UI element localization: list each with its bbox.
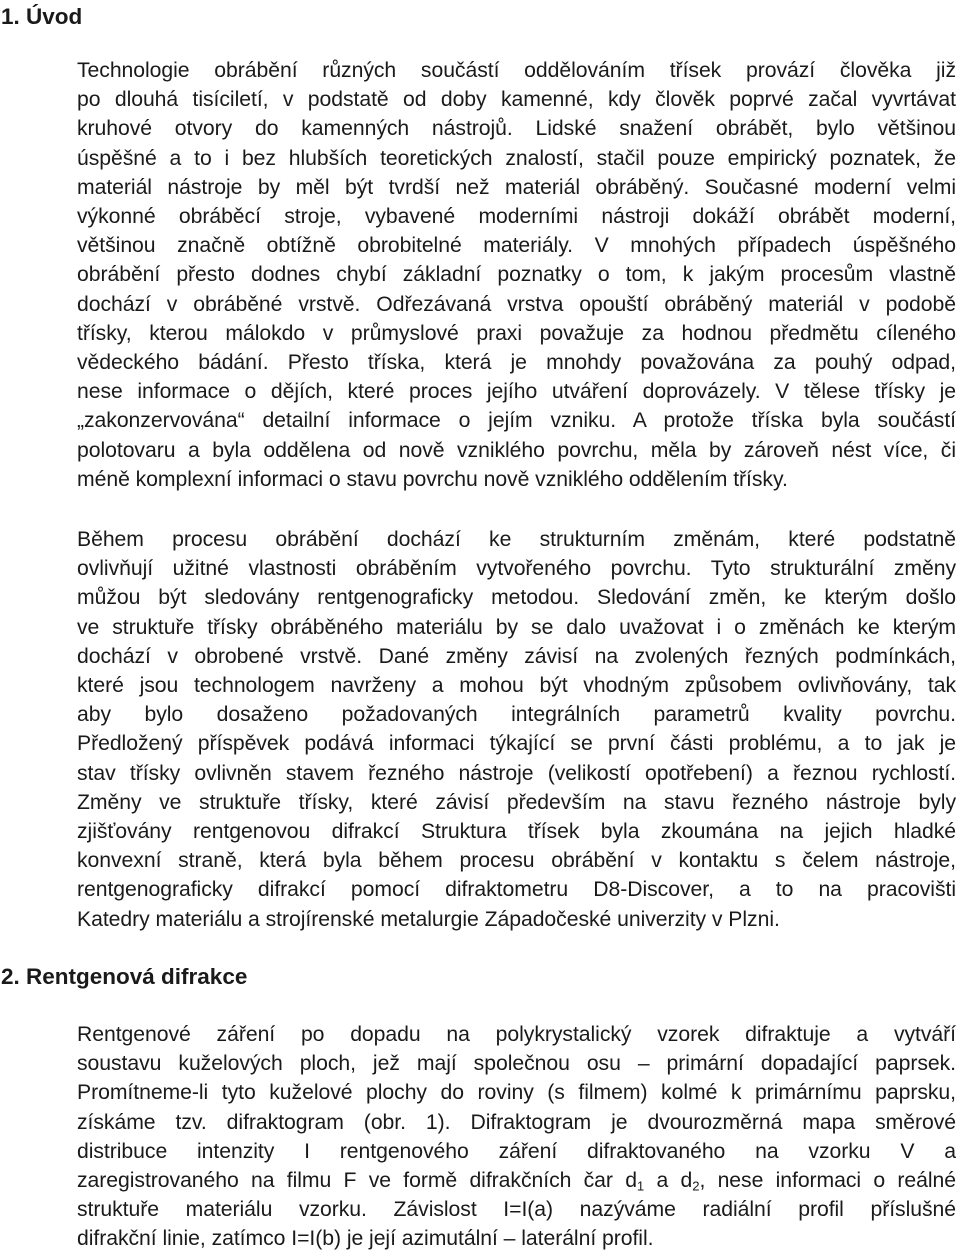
- text-line: Předložený příspěvek podává informaci týkající se první části problému, a to jak je: [77, 732, 956, 756]
- text-line: Rentgenové záření po dopadu na polykrystalický vzorek difraktuje a vytváří: [77, 1023, 956, 1046]
- text-line: struktuře materiálu vzorku. Závislost I=I(a) nazýváme radiální profil příslušné: [77, 1198, 956, 1222]
- text-line: většinou značně obtížně obrobitelné materiály. V mnohých případech úspěšného: [77, 234, 956, 258]
- text-line: zjišťovány rentgenovou difrakcí Struktura třísek byla zkoumána na jejich hladké: [77, 820, 956, 844]
- text-line: dochází v obráběné vrstvě. Odřezávaná vrstva opouští obráběný materiál v podobě: [77, 292, 956, 316]
- text-line: ve struktuře třísky obráběného materiálu by se dalo uvažovat i o změnách ke kterým: [77, 615, 956, 639]
- text-line: méně komplexní informaci o stavu povrchu nově vzniklého oddělením třísky.: [77, 467, 788, 491]
- text-line: dochází v obrobené vrstvě. Dané změny závisí na zvolených řezných podmínkách,: [77, 644, 956, 668]
- section-2-number: 2.: [1, 964, 20, 989]
- text-segment: zaregistrovaného na filmu F ve formě difrakčních čar d: [77, 1169, 637, 1193]
- text-line: vědeckého bádání. Přesto tříska, která je mnohdy považována za pouhý odpad,: [77, 351, 956, 375]
- text-line: výkonné obráběcí stroje, vybavené moderními nástroji dokáží obrábět moderní,: [77, 205, 956, 229]
- section-2-title: Rentgenová difrakce: [26, 964, 248, 989]
- section-1-paragraph-2: [1, 525, 956, 934]
- text-line: polotovaru a byla oddělena od nově vzniklého povrchu, měla by zároveň nést více, či: [77, 438, 956, 462]
- text-line: stav třísky ovlivněn stavem řezného nástroje (velikostí opotřebení) a řeznou rychlostí.: [77, 761, 956, 785]
- text-line: soustavu kuželových ploch, jež mají společnou osu – primární dopadající paprsek.: [77, 1052, 956, 1076]
- text-line: rentgenograficky difrakcí pomocí difraktometru D8-Discover, a to na pracovišti: [77, 878, 956, 902]
- text-line-with-subscripts: [1, 1166, 956, 1195]
- text-line: konvexní straně, která byla během procesu obrábění v kontaktu s čelem nástroje,: [77, 849, 956, 873]
- section-1-heading: [1, 2, 82, 31]
- text-line: distribuce intenzity I rentgenového záření difraktovaného na vzorku V a: [77, 1139, 956, 1163]
- text-line: Technologie obrábění různých součástí oddělováním třísek provází člověka již: [77, 59, 956, 82]
- text-line: materiál nástroje by měl být tvrdší než materiál obráběný. Současné moderní velmi: [77, 175, 956, 199]
- section-1-paragraph-1: [1, 56, 956, 494]
- text-line: obrábění přesto dodnes chybí základní poznatky o tom, k jakým procesům vlastně: [77, 263, 956, 287]
- text-line: difrakční linie, zatímco I=I(b) je její azimutální – laterální profil.: [77, 1227, 654, 1251]
- text-line: získáme tzv. difraktogram (obr. 1). Difraktogram je dvourozměrná mapa směrové: [77, 1110, 956, 1134]
- text-line: které jsou technologem navrženy a mohou být vhodným způsobem ovlivňovány, tak: [77, 674, 956, 698]
- text-line: úspěšné a to i bez hlubších teoretických znalostí, stačil pouze empirický poznatek, že: [77, 146, 956, 170]
- section-1-title: Úvod: [26, 4, 83, 29]
- text-segment: , nese informaci o reálné: [699, 1169, 956, 1193]
- text-line: „zakonzervována“ detailní informace o jejím vzniku. A protože tříska byla součástí: [77, 409, 956, 433]
- subscript: 2: [692, 1178, 700, 1194]
- subscript: 1: [636, 1178, 645, 1194]
- text-line: nese informace o dějích, které proces jejího utváření doprovázely. V tělese třísky je: [77, 380, 956, 404]
- text-line: Katedry materiálu a strojírenské metalurgie Západočeské univerzity v Plzni.: [77, 907, 780, 931]
- text-line: po dlouhá tisíciletí, v podstatě od doby kamenné, kdy člověk poprvé začal vyvrtávat: [77, 88, 956, 112]
- text-segment: a d: [644, 1169, 693, 1193]
- text-line: aby bylo dosaženo požadovaných integrálních parametrů kvality povrchu.: [77, 703, 956, 727]
- text-line: můžou být sledovány rentgenograficky metodou. Sledování změn, ke kterým došlo: [77, 586, 956, 610]
- text-line: Během procesu obrábění dochází ke strukturním změnám, které podstatně: [77, 528, 956, 551]
- text-line: kruhové otvory do kamenných nástrojů. Lidské snažení obrábět, bylo většinou: [77, 117, 956, 141]
- section-2-paragraph-1: [1, 1020, 956, 1254]
- text-line: ovlivňují užitné vlastnosti obráběním vytvořeného povrchu. Tyto strukturální změny: [77, 557, 956, 581]
- text-line: třísky, kterou málokdo v průmyslové praxi považuje za hodnou předmětu cíleného: [77, 321, 956, 345]
- text-line: Změny ve struktuře třísky, které závisí především na stavu řezného nástroje byly: [77, 790, 956, 814]
- section-1-number: 1.: [1, 4, 20, 29]
- text-line: Promítneme-li tyto kuželové plochy do roviny (s filmem) kolmé k primárnímu paprsku,: [77, 1081, 956, 1105]
- section-2-heading: [1, 962, 247, 991]
